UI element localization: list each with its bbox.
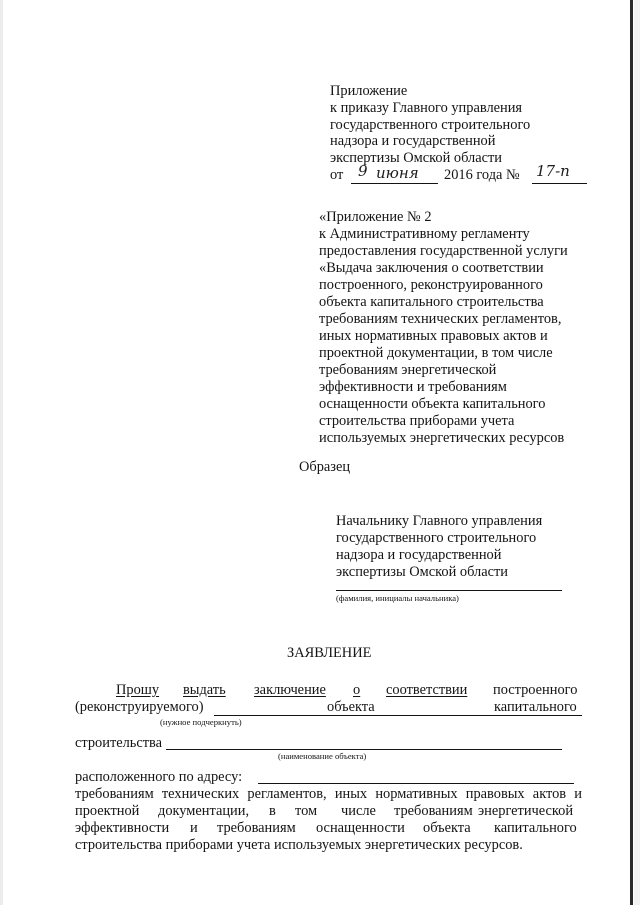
appendix2-line: используемых энергетических ресурсов (319, 430, 565, 446)
appendix2-line: предоставления государственной услуги (319, 243, 568, 259)
appendix2-line: требованиям технических регламентов, (319, 311, 562, 327)
statement-line5: требованиям технических регламентов, иных нормативных правовых актов и (75, 786, 582, 802)
statement-word: энергетической (478, 803, 574, 819)
date-prefix: от (330, 167, 344, 183)
statement-word: в (269, 803, 276, 819)
date-year: 2016 года № (444, 167, 520, 183)
statement-line2-mid: объекта (327, 699, 375, 715)
statement-line8: строительства приборами учета используемых энергетических ресурсов. (75, 837, 523, 853)
statement-word: проектной (75, 803, 140, 819)
date-day-underline (351, 183, 438, 184)
statement-word: капитального (494, 820, 577, 836)
statement-word: о (353, 682, 361, 698)
statement-word: выдать (183, 682, 226, 698)
appendix-line: государственного строительного (330, 117, 531, 133)
appendix2-line: оснащенности объекта капитального (319, 396, 546, 412)
statement-word: требованиям (394, 803, 473, 819)
statement-line2-underline (214, 715, 582, 716)
order-number-handwritten: 17-п (536, 162, 570, 180)
appendix-heading: Приложение (330, 83, 408, 99)
addressee-caption: (фамилия, инициалы начальника) (336, 593, 459, 603)
appendix2-line: «Выдача заключения о соответствии (319, 260, 544, 276)
appendix2-line: эффективности и требованиям (319, 379, 507, 395)
appendix-line: к приказу Главного управления (330, 100, 523, 116)
statement-word: требованиям (217, 820, 296, 836)
order-number-underline (532, 183, 587, 184)
statement-line4-label: расположенного по адресу: (75, 769, 243, 785)
appendix2-line: «Приложение № 2 (319, 209, 432, 225)
appendix2-line: строительства приборами учета (319, 413, 515, 429)
caption-object-name: (наименование объекта) (278, 751, 367, 761)
statement-word: том (295, 803, 318, 819)
addressee-line: государственного строительного (336, 530, 537, 546)
date-month-handwritten: июня (376, 164, 419, 182)
appendix-line: экспертизы Омской области (330, 150, 502, 166)
appendix2-line: требованиям энергетической (319, 362, 497, 378)
addressee-line: Начальнику Главного управления (336, 513, 543, 529)
appendix2-line: объекта капитального строительства (319, 294, 544, 310)
statement-word: объекта (423, 820, 471, 836)
appendix2-line: к Административному регламенту (319, 226, 530, 242)
caption-underline-required: (нужное подчеркнуть) (160, 717, 242, 727)
scan-left-edge (0, 0, 3, 905)
addressee-line: надзора и государственной (336, 547, 502, 563)
addressee-line: экспертизы Омской области (336, 564, 508, 580)
statement-word: эффективности (75, 820, 170, 836)
statement-line3-label: строительства (75, 735, 163, 751)
statement-word: и (190, 820, 198, 836)
date-day-handwritten: 9 (358, 162, 368, 180)
statement-word: документации, (158, 803, 250, 819)
statement-word: соответствии (386, 682, 468, 698)
statement-line2-left: (реконструируемого) (75, 699, 204, 715)
statement-word: оснащенности (316, 820, 405, 836)
object-name-underline (166, 749, 562, 750)
statement-line2-right: капитального (494, 699, 577, 715)
addressee-name-underline (336, 590, 562, 591)
sample-label: Образец (299, 459, 351, 475)
scan-right-edge (630, 0, 633, 905)
appendix2-line: построенного, реконструированного (319, 277, 543, 293)
statement-word: построенного (493, 682, 578, 698)
statement-word: Прошу (116, 682, 160, 698)
statement-word: заключение (254, 682, 326, 698)
appendix-line: надзора и государственной (330, 133, 496, 149)
appendix2-line: иных нормативных правовых актов и (319, 328, 548, 344)
address-underline (258, 783, 574, 784)
scan-right-margin (634, 0, 640, 905)
statement-word: числе (341, 803, 376, 819)
appendix2-line: проектной документации, в том числе (319, 345, 553, 361)
statement-title: ЗАЯВЛЕНИЕ (287, 645, 372, 661)
